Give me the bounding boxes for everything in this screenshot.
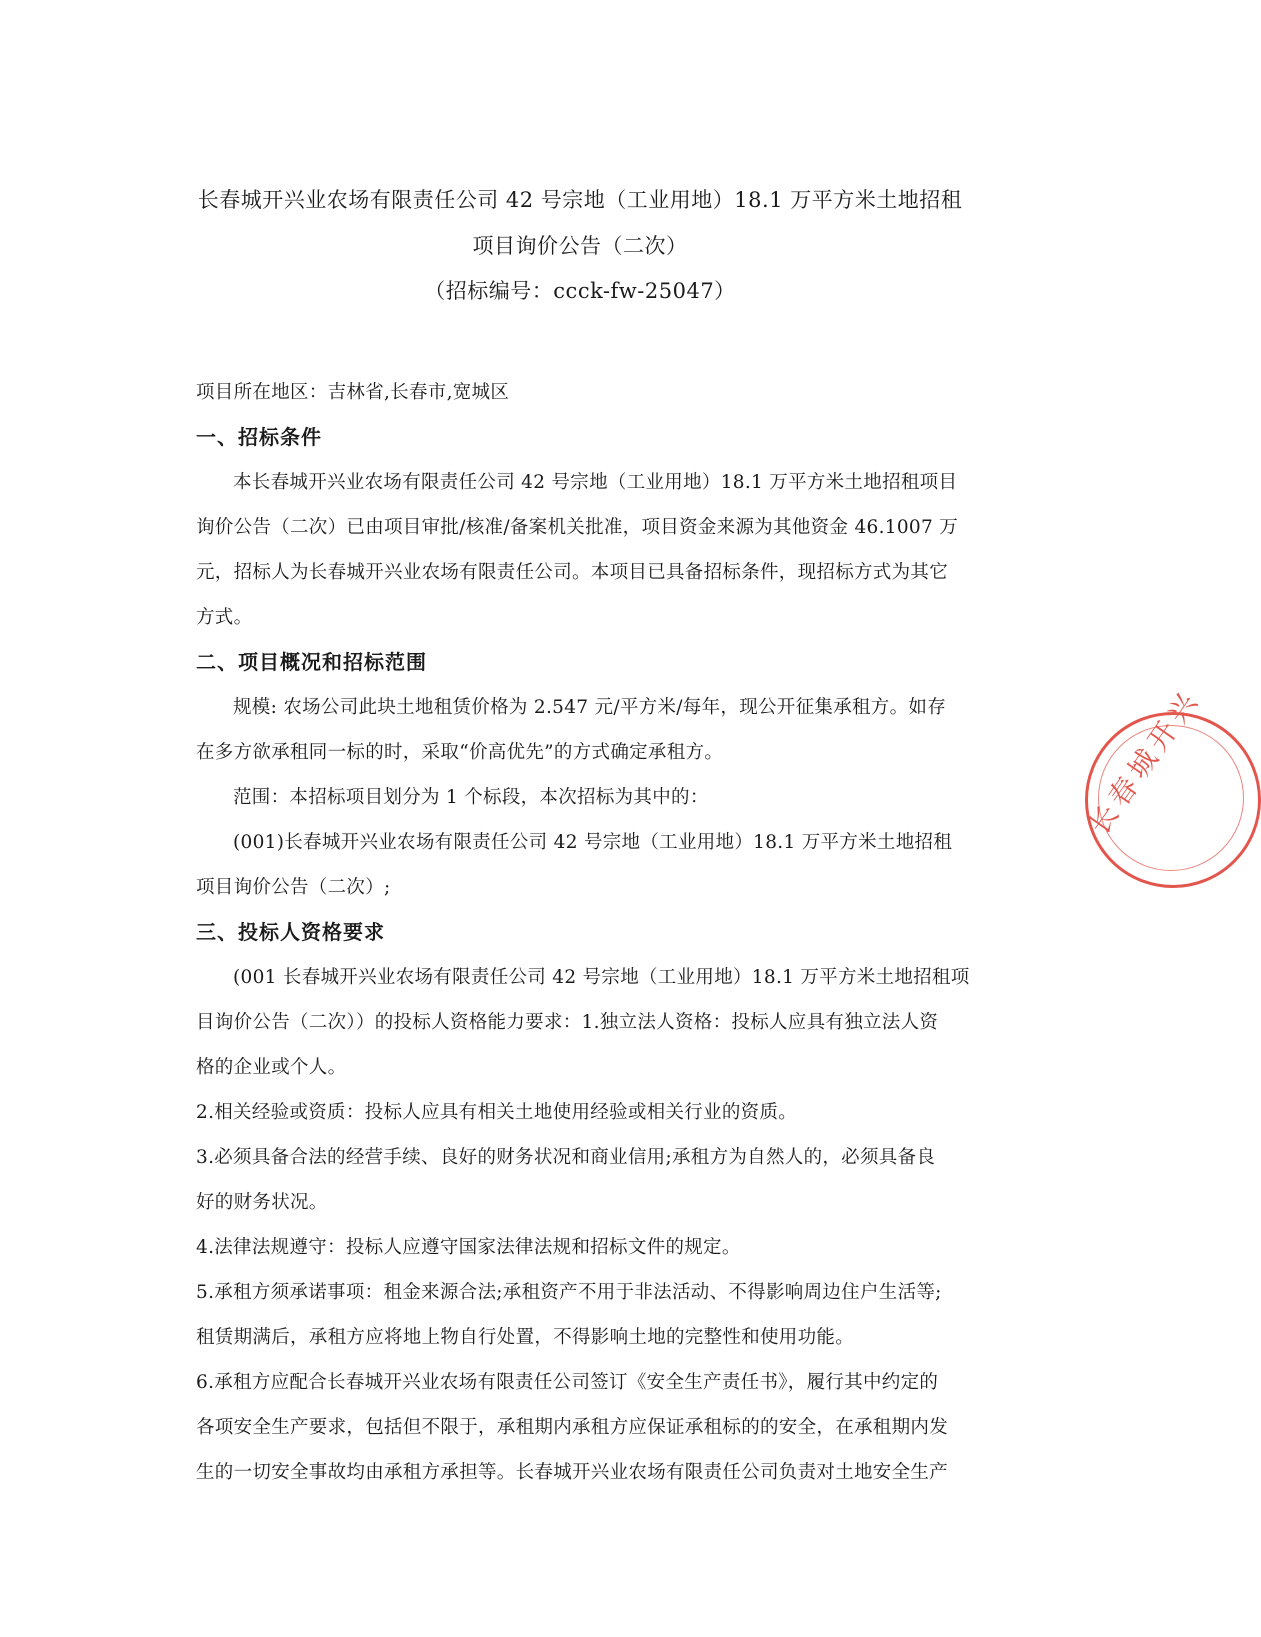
section-1-line: 元，招标人为长春城开兴业农场有限责任公司。本项目已具备招标条件，现招标方式为其它 — [196, 562, 949, 583]
project-location: 项目所在地区：吉林省,长春市,宽城区 — [196, 382, 510, 403]
section-1-line: 方式。 — [196, 607, 253, 628]
section-3-line: 5.承租方须承诺事项：租金来源合法;承租资产不用于非法活动、不得影响周边住户生活等; — [196, 1282, 942, 1303]
section-1-line: 本长春城开兴业农场有限责任公司 42 号宗地（工业用地）18.1 万平方米土地招租项目 — [233, 472, 958, 493]
section-3-line: 好的财务状况。 — [196, 1192, 328, 1213]
section-3-line: 租赁期满后，承租方应将地上物自行处置，不得影响土地的完整性和使用功能。 — [196, 1327, 855, 1348]
section-3-line: 格的企业或个人。 — [196, 1057, 347, 1078]
section-3-line: 目询价公告（二次））的投标人资格能力要求：1.独立法人资格：投标人应具有独立法人资 — [196, 1012, 939, 1033]
seal-text: 长春城开兴 — [1082, 682, 1207, 841]
section-2-line: 规模: 农场公司此块土地租赁价格为 2.547 元/平方米/每年，现公开征集承租方。如存 — [233, 697, 947, 718]
section-3-line: 2.相关经验或资质：投标人应具有相关土地使用经验或相关行业的资质。 — [196, 1102, 798, 1123]
section-3-line: 3.必须具备合法的经营手续、良好的财务状况和商业信用;承租方为自然人的，必须具备良 — [196, 1147, 936, 1168]
section-2-line: 项目询价公告（二次）; — [196, 877, 391, 898]
section-3-line: (001 长春城开兴业农场有限责任公司 42 号宗地（工业用地）18.1 万平方米土地招租项 — [233, 967, 970, 988]
section-2-heading: 二、项目概况和招标范围 — [196, 650, 427, 674]
title-line-2: 项目询价公告（二次） — [472, 234, 688, 258]
section-1-line: 询价公告（二次）已由项目审批/核准/备案机关批准，项目资金来源为其他资金 46.1007 万 — [196, 517, 959, 538]
bid-number: （招标编号：ccck-fw-25047） — [424, 279, 736, 303]
section-2-line: 在多方欲承租同一标的时，采取“价高优先”的方式确定承租方。 — [196, 742, 724, 763]
section-3-line: 生的一切安全事故均由承租方承担等。长春城开兴业农场有限责任公司负责对土地安全生产 — [196, 1462, 949, 1483]
section-3-line: 6.承租方应配合长春城开兴业农场有限责任公司签订《安全生产责任书》，履行其中约定的 — [196, 1372, 939, 1393]
company-seal — [1082, 682, 1261, 888]
section-3-heading: 三、投标人资格要求 — [196, 920, 385, 944]
section-2-line: 范围：本招标项目划分为 1 个标段，本次招标为其中的： — [233, 787, 709, 808]
section-3-line: 各项安全生产要求，包括但不限于，承租期内承租方应保证承租标的的安全，在承租期内发 — [196, 1417, 949, 1438]
section-1-heading: 一、招标条件 — [196, 425, 322, 449]
title-line-1: 长春城开兴业农场有限责任公司 42 号宗地（工业用地）18.1 万平方米土地招租 — [197, 188, 963, 212]
document-body — [196, 370, 971, 1495]
section-2-line: (001)长春城开兴业农场有限责任公司 42 号宗地（工业用地）18.1 万平方米土地招租 — [233, 832, 953, 853]
section-3-line: 4.法律法规遵守：投标人应遵守国家法律法规和招标文件的规定。 — [196, 1237, 741, 1258]
